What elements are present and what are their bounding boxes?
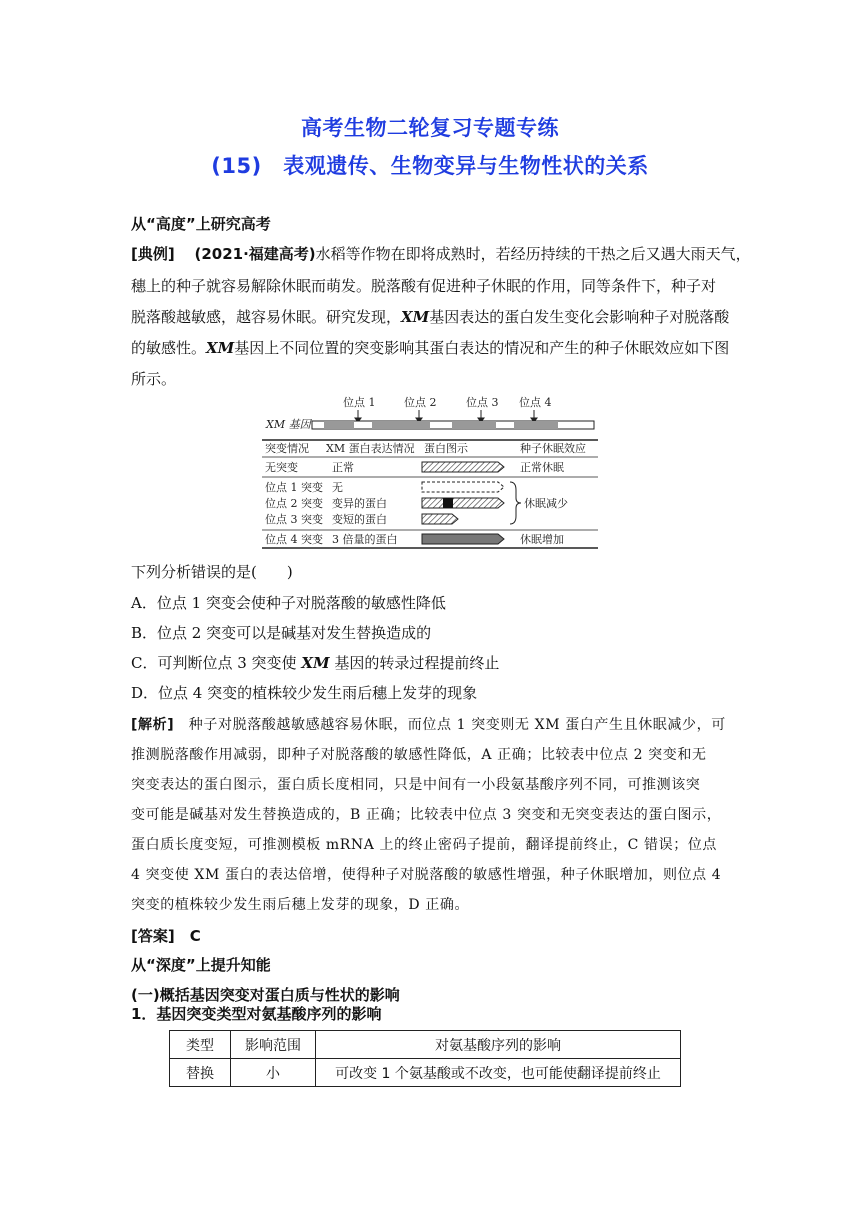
title-line-1: 高考生物二轮复习专题专练: [301, 116, 559, 140]
exon-3: [452, 421, 496, 429]
analysis-tag: [解析]: [131, 717, 175, 733]
answer-tag: [答案]: [131, 927, 175, 945]
gene-name: XM: [401, 308, 430, 326]
table-header: 类型: [170, 1031, 231, 1059]
example-line-4: [131, 338, 731, 358]
option-d: D．位点 4 突变的植株较少发生雨后穗上发芽的现象: [131, 684, 478, 702]
site-label-3: 位点 3: [466, 396, 499, 409]
protein-short: [422, 514, 458, 524]
example-line-2: 穗上的种子就容易解除休眠而萌发。脱落酸有促进种子休眠的作用，同等条件下，种子对: [131, 277, 717, 295]
option-b: B．位点 2 突变可以是碱基对发生替换造成的: [131, 624, 432, 642]
analysis-line-5: 蛋白质长度变短，可推测模板 mRNA 上的终止密码子提前，翻译提前终止，C 错误；位点: [131, 837, 718, 853]
site-label-2: 位点 2: [404, 396, 437, 409]
subheading: (一)概括基因突变对蛋白质与性状的影响: [131, 986, 400, 1004]
fig-row-0-effect: 正常休眠: [520, 461, 564, 474]
protein-variant: [422, 498, 504, 508]
option-c-pre: C．可判断位点 3 突变使: [131, 654, 302, 672]
answer-line: [131, 926, 731, 946]
example-line-5: 所示。: [131, 370, 177, 388]
example-line-3: [131, 307, 731, 327]
table-cell: 替换: [170, 1059, 231, 1087]
option-a: A．位点 1 突变会使种子对脱落酸的敏感性降低: [131, 594, 446, 612]
gene-name: XM: [206, 339, 235, 357]
analysis-line-2: 推测脱落酸作用减弱，即种子对脱落酸的敏感性降低，A 正确；比较表中位点 2 突变和无: [131, 747, 707, 763]
fig-row-2-mutation: 位点 2 突变: [265, 497, 323, 510]
site-label-1: 位点 1: [343, 396, 376, 409]
fig-row-2-expression: 变异的蛋白: [332, 497, 387, 510]
example-text-3a: 脱落酸越敏感，越容易休眠。研究发现，: [131, 308, 402, 326]
section-heading-1: 从“高度”上研究高考: [131, 215, 271, 233]
protein-normal: [422, 462, 504, 472]
analysis-line-4: 变可能是碱基对发生替换造成的，B 正确；比较表中位点 3 突变和无突变表达的蛋白图示，: [131, 807, 722, 823]
fig-row-1-mutation: 位点 1 突变: [265, 481, 323, 494]
option-c-post: 基因的转录过程提前终止: [329, 654, 500, 672]
fig-header-diagram: 蛋白图示: [424, 442, 468, 455]
example-line-1: [131, 244, 751, 264]
title-line-2: (15) 表观遗传、生物变异与生物性状的关系: [211, 154, 649, 178]
item-1: 1．基因突变类型对氨基酸序列的影响: [131, 1005, 382, 1023]
table-header: 对氨基酸序列的影响: [316, 1031, 681, 1059]
fig-row-3-expression: 变短的蛋白: [332, 513, 387, 526]
gene-name: XM: [301, 654, 330, 672]
example-source: (2021·福建高考): [194, 245, 316, 263]
variant-segment: [443, 498, 453, 508]
example-tag: [典例]: [131, 245, 175, 263]
fig-header-mutation: 突变情况: [265, 442, 309, 455]
fig-row-4-mutation: 位点 4 突变: [265, 533, 323, 546]
fig-header-expression: XM 蛋白表达情况: [326, 442, 415, 455]
analysis-line-7: 突变的植株较少发生雨后穗上发芽的现象，D 正确。: [131, 897, 470, 913]
site-arrows: [355, 410, 537, 422]
exon-2: [372, 421, 430, 429]
example-text-4a: 的敏感性。: [131, 339, 207, 357]
analysis-line-3: 突变表达的蛋白图示，蛋白质长度相同，只是中间有一小段氨基酸序列不同，可推测该突: [131, 777, 701, 793]
fig-header-effect: 种子休眠效应: [520, 442, 586, 455]
analysis-text-1: 种子对脱落酸越敏感越容易休眠，而位点 1 突变则无 XM 蛋白产生且休眠减少，可: [174, 717, 726, 733]
table-row: [170, 1059, 681, 1087]
option-c: [131, 653, 731, 673]
section-heading-2: 从“深度”上提升知能: [131, 956, 271, 974]
exon-1: [324, 421, 354, 429]
group-brace: [510, 482, 521, 524]
example-text-1: 水稻等作物在即将成熟时，若经历持续的干热之后又遇大雨天气，: [315, 245, 751, 263]
exon-4: [514, 421, 558, 429]
fig-row-1-expression: 无: [332, 481, 343, 494]
fig-row-0-expression: 正常: [332, 461, 354, 474]
protein-absent: [422, 482, 504, 492]
example-text-4b: 基因上不同位置的突变影响其蛋白表达的情况和产生的种子休眠效应如下图: [234, 339, 730, 357]
mutation-figure: [262, 390, 598, 552]
example-text-3b: 基因表达的蛋白发生变化会影响种子对脱落酸: [429, 308, 730, 326]
fig-group-effect: 休眠减少: [524, 497, 568, 510]
analysis-line-1: [131, 715, 731, 735]
mutation-type-table: [169, 1030, 681, 1087]
gene-label: XM 基因: [266, 418, 311, 431]
protein-triple: [422, 534, 504, 544]
table-header: 影响范围: [231, 1031, 316, 1059]
table-cell: 小: [231, 1059, 316, 1087]
site-label-4: 位点 4: [519, 396, 552, 409]
fig-row-4-expression: 3 倍量的蛋白: [332, 533, 398, 546]
analysis-line-6: 4 突变使 XM 蛋白的表达倍增，使得种子对脱落酸的敏感性增强，种子休眠增加，则位点 4: [131, 867, 722, 883]
table-cell: 可改变 1 个氨基酸或不改变，也可能使翻译提前终止: [316, 1059, 681, 1087]
answer-value: C: [189, 927, 201, 945]
question-stem: 下列分析错误的是( ): [131, 563, 293, 581]
table-header-row: [170, 1031, 681, 1059]
fig-row-4-effect: 休眠增加: [520, 533, 564, 546]
fig-row-0-mutation: 无突变: [265, 461, 298, 474]
fig-row-3-mutation: 位点 3 突变: [265, 513, 323, 526]
